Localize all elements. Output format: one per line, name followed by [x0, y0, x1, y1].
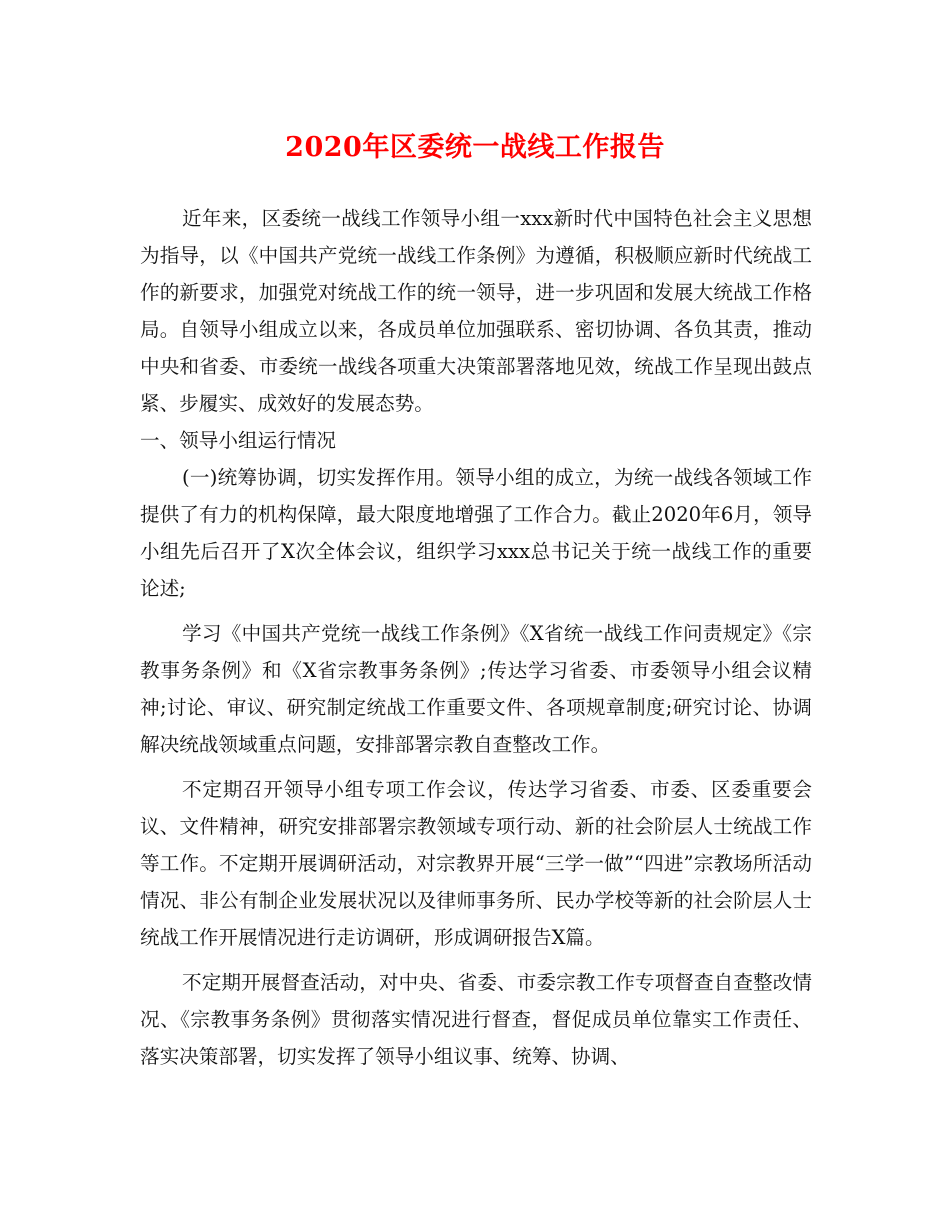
document-body: [140, 200, 812, 1075]
paragraph-meetings: 不定期召开领导小组专项工作会议，传达学习省委、市委、区委重要会议、文件精神，研究安排部署宗教领域专项行动、新的社会阶层人士统战工作等工作。不定期开展调研活动，对宗教界开展“三学一做”“四进”宗教场所活动情况、非公有制企业发展状况以及律师事务所、民办学校等新的社会阶层人士统战工作开展情况进行走访调研，形成调研报告X篇。: [140, 778, 812, 949]
document-title: 2020年区委统一战线工作报告: [285, 132, 665, 163]
paragraph-coordination: (一)统筹协调，切实发挥作用。领导小组的成立，为统一战线各领域工作提供了有力的机构保障，最大限度地增强了工作合力。截止2020年6月，领导小组先后召开了X次全体会议，组织学习xxx总书记关于统一战线工作的重要论述;: [140, 466, 812, 600]
paragraph-intro: 近年来，区委统一战线工作领导小组一xxx新时代中国特色社会主义思想为指导，以《中国共产党统一战线工作条例》为遵循，积极顺应新时代统战工作的新要求，加强党对统战工作的统一领导，进一步巩固和发展大统战工作格局。自领导小组成立以来，各成员单位加强联系、密切协调、各负其责，推动中央和省委、市委统一战线各项重大决策部署落地见效，统战工作呈现出鼓点紧、步履实、成效好的发展态势。: [140, 207, 812, 415]
paragraph-supervision: 不定期开展督查活动，对中央、省委、市委宗教工作专项督查自查整改情况、《宗教事务条例》贯彻落实情况进行督查，督促成员单位靠实工作责任、落实决策部署，切实发挥了领导小组议事、统筹、协调、: [140, 971, 812, 1068]
section-heading: 一、领导小组运行情况: [140, 429, 336, 452]
paragraph-study: 学习《中国共产党统一战线工作条例》《X省统一战线工作问责规定》《宗教事务条例》和《X省宗教事务条例》;传达学习省委、市委领导小组会议精神;讨论、审议、研究制定统战工作重要文件、各项规章制度;研究讨论、协调解决统战领域重点问题，安排部署宗教自查整改工作。: [140, 622, 812, 756]
